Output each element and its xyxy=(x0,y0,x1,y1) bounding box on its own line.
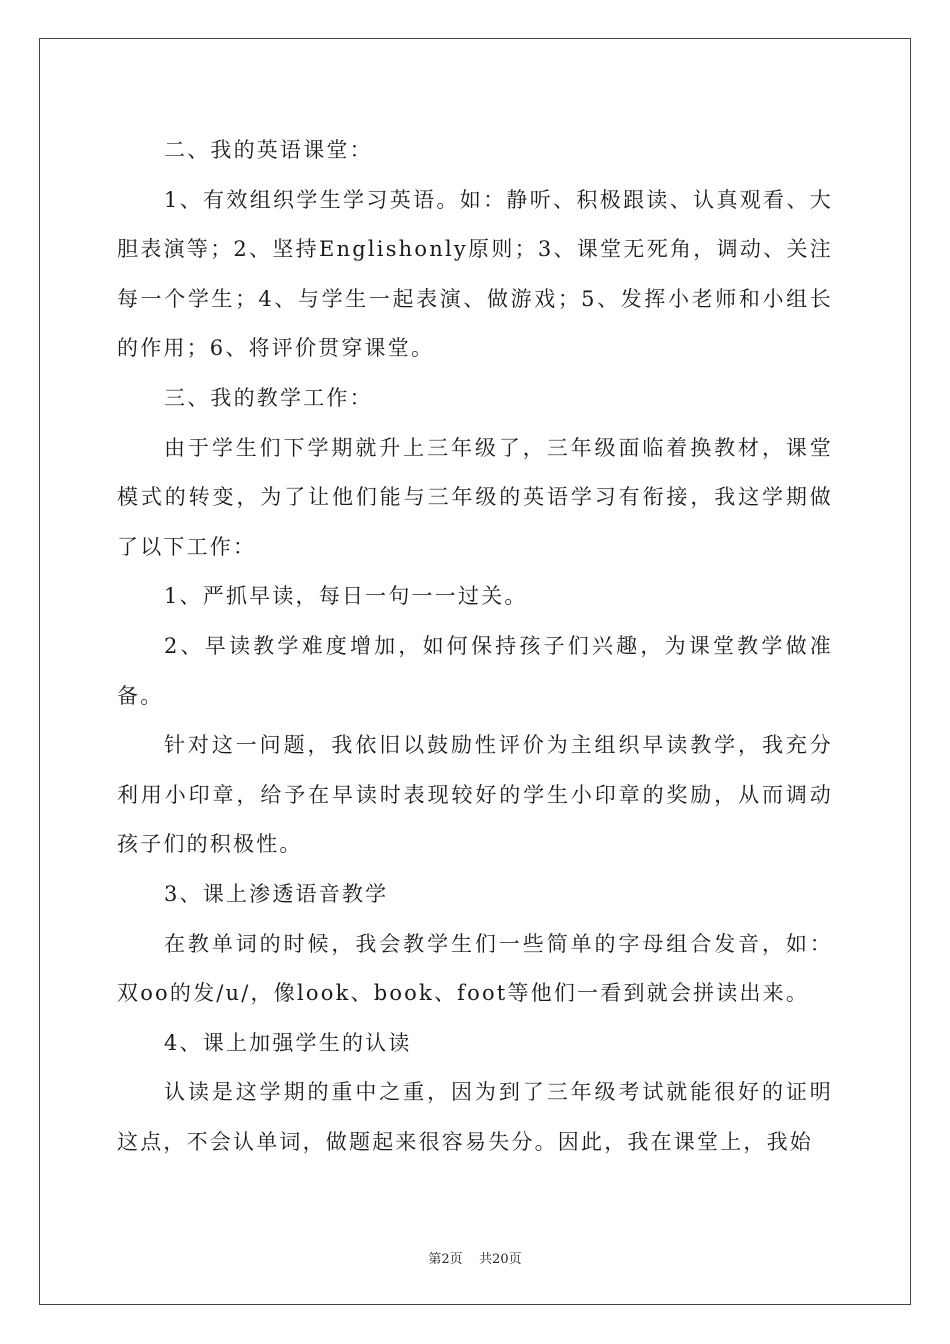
heading-teaching-work: 三、我的教学工作： xyxy=(164,385,373,410)
list-item-morning-reading: 1、严抓早读，每日一句一一过关。 xyxy=(164,584,528,609)
document-body xyxy=(117,126,833,1167)
paragraph-english-class-points: 1、有效组织学生学习英语。如：静听、积极跟读、认真观看、大胆表演等；2、坚持Englishonly原则；3、课堂无死角，调动、关注每一个学生；4、与学生一起表演、做游戏；5、发挥小老师和小组长的作用；6、将评价贯穿课堂。 xyxy=(117,187,833,361)
page-footer xyxy=(0,1248,950,1267)
paragraph-reading-solution: 针对这一问题，我依旧以鼓励性评价为主组织早读教学，我充分利用小印章，给予在早读时表现较好的学生小印章的奖励，从而调动孩子们的积极性。 xyxy=(117,733,833,857)
paragraph-word-recognition-detail: 认读是这学期的重中之重，因为到了三年级考试就能很好的证明这点，不会认单词，做题起来很容易失分。因此，我在课堂上，我始 xyxy=(117,1080,833,1154)
paragraph-phonics-detail: 在教单词的时候，我会教学生们一些简单的字母组合发音，如：双oo的发/u/，像look、book、foot等他们一看到就会拼读出来。 xyxy=(117,931,833,1006)
heading-english-class: 二、我的英语课堂： xyxy=(164,138,373,162)
page-number: 第2页 xyxy=(428,1252,463,1267)
paragraph-teaching-intro: 由于学生们下学期就升上三年级了，三年级面临着换教材，课堂模式的转变，为了让他们能与三年级的英语学习有衔接，我这学期做了以下工作： xyxy=(117,435,833,559)
list-item-reading-difficulty: 2、早读教学难度增加，如何保持孩子们兴趣，为课堂教学做准备。 xyxy=(117,633,833,708)
total-pages: 共20页 xyxy=(479,1252,522,1267)
list-item-word-recognition: 4、课上加强学生的认读 xyxy=(164,1030,412,1055)
list-item-phonics: 3、课上渗透语音教学 xyxy=(164,881,389,906)
